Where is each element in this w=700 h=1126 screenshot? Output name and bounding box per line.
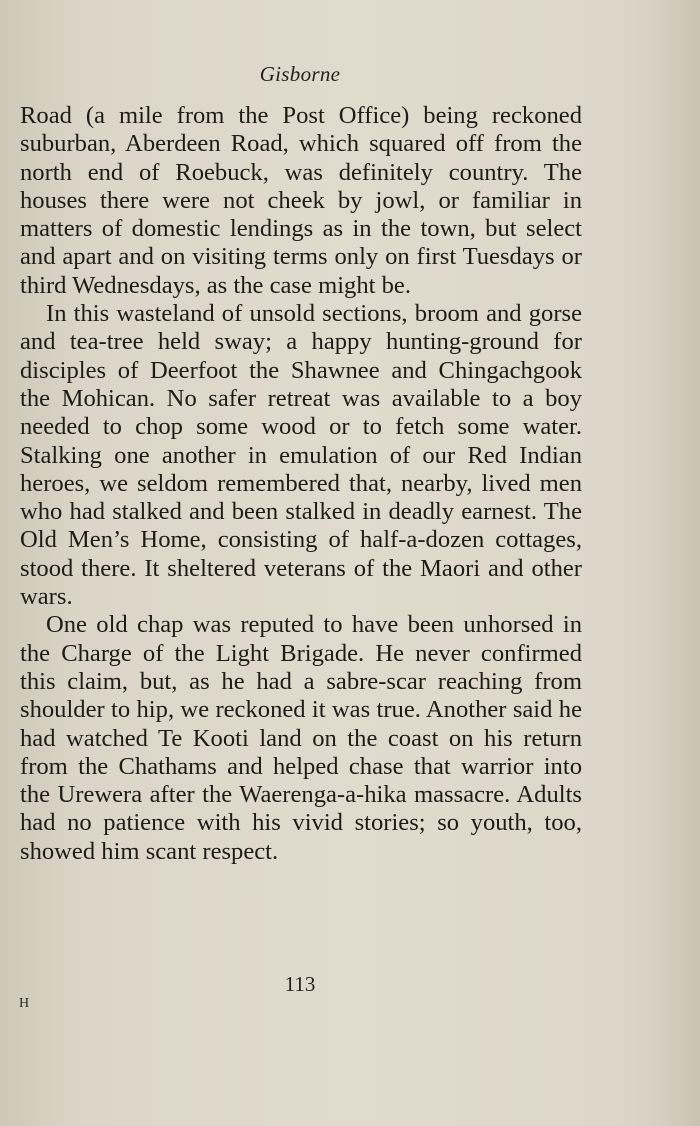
paragraph-3: One old chap was reputed to have been unhorsed in the Charge of the Light Brigade. He never confirmed this claim, but, as he had a sabre-scar reaching from shoulder to hip, we reckoned it was true. Another said he had watched Te Kooti land on the coast on his return from the Chathams and helped chase that warrior into the Urewera after the Waerenga-a-hika massacre. Adults had no patience with his vivid stories; so youth, too, showed him scant respect. [20,611,582,865]
page-edge-shade [660,0,700,1126]
running-head: Gisborne [259,62,341,86]
body-text [20,102,582,866]
paragraph-2: In this wasteland of unsold sections, broom and gorse and tea-tree held sway; a happy hunting-ground for disciples of Deerfoot the Shawnee and Chingachgook the Mohican. No safer retreat was available to a boy needed to chop some wood or to fetch some water. Stalking one another in emulation of our Red Indian heroes, we seldom remembered that, nearby, lived men who had stalked and been stalked in deadly earnest. The Old Men’s Home, consisting of half-a-dozen cottages, stood there. It sheltered veterans of the Maori and other wars. [20,300,582,611]
signature-mark: H [19,996,30,1011]
paragraph-1: Road (a mile from the Post Office) being reckoned suburban, Aberdeen Road, which squared off from the north end of Roebuck, was definitely country. The houses there were not cheek by jowl, or familiar in matters of domestic lendings as in the town, but select and apart and on visiting terms only on first Tuesdays or third Wednesdays, as the case might be. [20,102,582,299]
page-number: 113 [284,972,316,996]
